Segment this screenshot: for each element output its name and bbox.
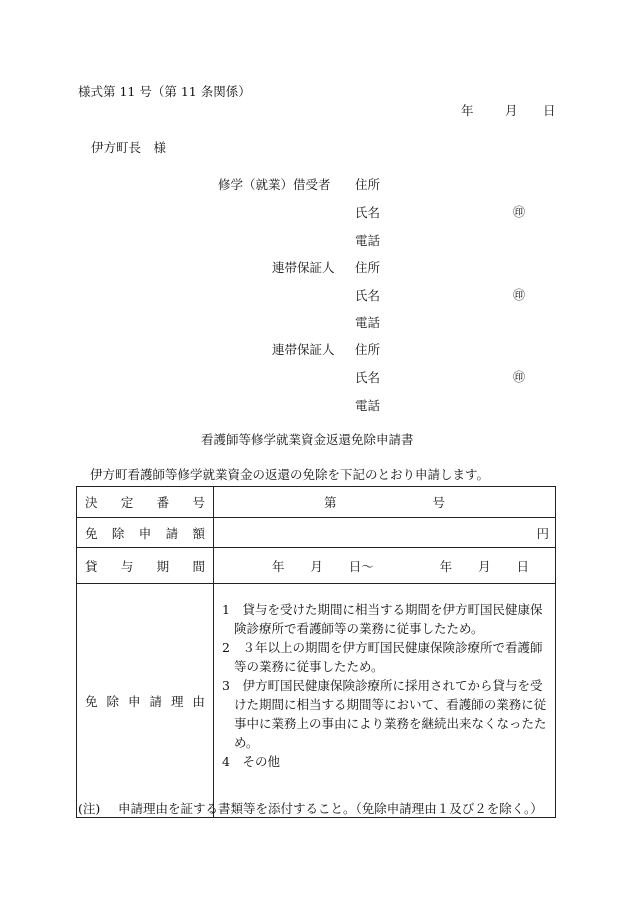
reason-item-4: 4 その他: [222, 754, 280, 769]
guarantor1-phone-label: 電話: [355, 315, 381, 330]
guarantor1-name-label: 氏名: [355, 288, 381, 303]
exemption-reason-label: 免 除 申 請 理 由: [77, 584, 214, 818]
decision-number-row: [77, 487, 556, 518]
footnote-text: 申請理由を証する書類等を添付すること。（免除申請理由１及び２を除く。）: [118, 801, 543, 816]
date-year-label: 年: [461, 103, 474, 118]
borrower-seal-mark: ㊞: [513, 205, 526, 219]
decision-no-suffix: 号: [432, 495, 446, 510]
date-month-label: 月: [505, 103, 518, 118]
reason-item-3: 3 伊方町国民健康保険診療所に採用されてから貸与を受けた期間に相当する期間等において、看護師の業務に従事中に業務上の事由により業務を継続出来なくなったため。: [222, 678, 547, 750]
exemption-amount-cell[interactable]: [214, 518, 556, 548]
decision-number-label: 決 定 番 号: [77, 487, 214, 518]
intro-text: 伊方町看護師等修学就業資金の返還の免除を下記のとおり申請します。: [90, 467, 490, 482]
borrower-phone-label: 電話: [355, 233, 381, 248]
loan-period-label: 貸 与 期 間: [77, 548, 214, 584]
application-table: [76, 486, 556, 818]
reason-item-2: 2 ３年以上の期間を伊方町国民健康保険診療所で看護師等の業務に従事したため。: [222, 640, 543, 674]
exemption-amount-row: [77, 518, 556, 548]
borrower-name-label: 氏名: [355, 205, 381, 220]
footnote: [78, 799, 558, 818]
exemption-reason-cell[interactable]: [214, 584, 556, 818]
guarantor1-role: 連帯保証人: [272, 260, 335, 275]
borrower-role: 修学（就業）借受者: [218, 177, 331, 192]
guarantor2-address-label: 住所: [355, 342, 381, 357]
addressee: 伊方町長 様: [91, 140, 167, 155]
guarantor1-seal-mark: ㊞: [513, 288, 526, 302]
guarantor2-seal-mark: ㊞: [513, 370, 526, 384]
footnote-head: (注): [78, 801, 101, 816]
loan-period-row: [77, 548, 556, 584]
decision-no-prefix: 第: [323, 495, 337, 510]
borrower-address-label: 住所: [355, 177, 381, 192]
form-number: 様式第 11 号（第 11 条関係）: [78, 84, 251, 99]
reason-item-1: 1 貸与を受けた期間に相当する期間を伊方町国民健康保険診療所で看護師等の業務に従事したため。: [222, 602, 543, 636]
exemption-reason-row: [77, 584, 556, 818]
exemption-amount-label: 免 除 申 請 額: [77, 518, 214, 548]
document-title: 看護師等修学就業資金返還免除申請書: [201, 432, 414, 447]
date-day-label: 日: [543, 103, 556, 118]
loan-period-cell[interactable]: 年 月 日〜 年 月 日: [214, 548, 556, 584]
amount-unit: 円: [536, 525, 549, 541]
guarantor1-address-label: 住所: [355, 260, 381, 275]
guarantor2-name-label: 氏名: [355, 370, 381, 385]
guarantor2-role: 連帯保証人: [272, 342, 335, 357]
guarantor2-phone-label: 電話: [355, 398, 381, 413]
decision-number-cell[interactable]: [214, 487, 556, 518]
